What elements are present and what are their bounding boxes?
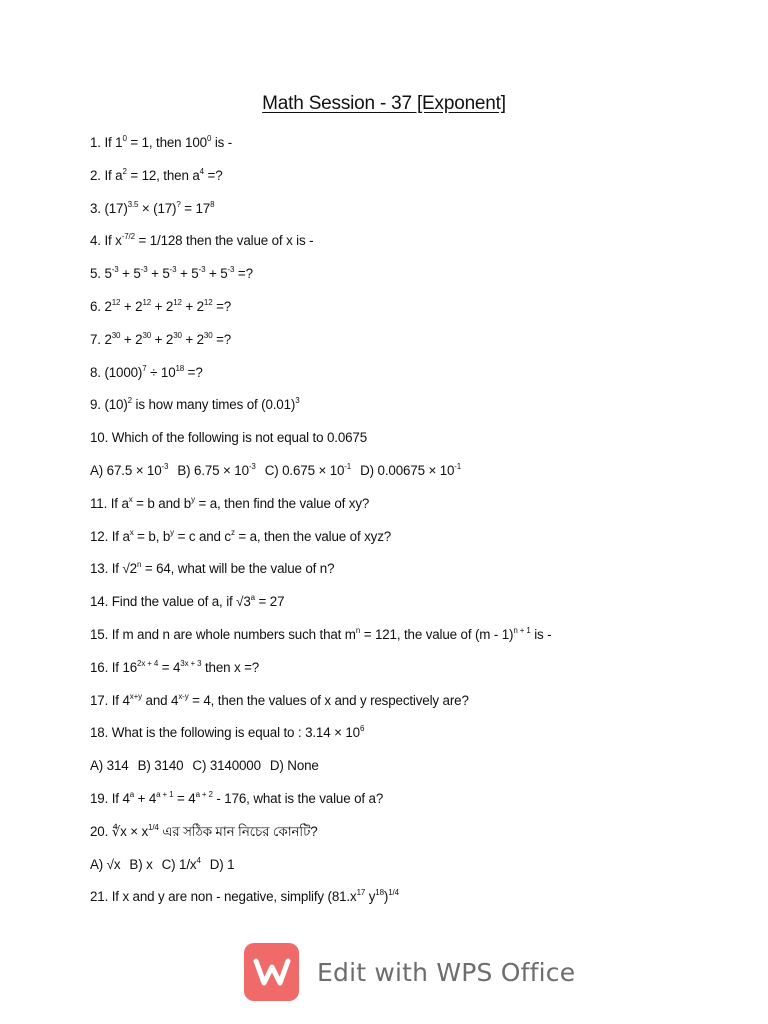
question-text: = 1, then 100 [126,135,207,150]
exponent: 3.5 [127,199,139,209]
question-text: 13. If √2 [90,561,137,577]
question-text: B) 3140 [137,758,184,774]
exponent: -3 [198,265,206,275]
question-text: 14. Find the value of a, if √3 [90,594,251,610]
question-line [90,494,730,527]
question-text: =? [203,167,223,183]
question-text: 7. 2 [90,331,112,347]
question-text: 8. (1000) [90,364,143,380]
question-text: 4. If x [90,233,122,249]
exponent: n + 1 [513,625,531,635]
question-text: B) 6.75 × 10 [177,462,249,478]
question-text: D) 1 [209,856,235,872]
exponent: a + 1 [156,789,174,799]
question-text: 3. (17) [90,200,128,216]
question-line [90,887,730,920]
question-text: is - [211,135,233,150]
exponent: 1/4 [388,888,399,898]
question-text: + 5 [176,266,199,282]
question-text: = 4 [173,790,196,806]
question-text: + 5 [118,266,141,282]
question-text: = 4 [158,659,181,675]
question-text: × (17) [138,200,177,216]
exponent: 12 [111,297,121,307]
question-text: = 17 [180,200,211,216]
question-text: = 12, then a [126,167,200,183]
question-line [90,625,730,658]
exponent: ? [176,199,181,209]
question-text: =? [234,266,253,282]
exponent: 30 [203,330,213,340]
exponent: z [230,527,235,537]
exponent: a + 2 [195,789,213,799]
question-text: C) 3140000 [192,758,261,774]
question-text: A) 67.5 × 10 [90,462,162,478]
exponent: -7/2 [121,232,135,242]
exponent: -3 [248,461,256,471]
question-line [90,461,730,494]
exponent: -3 [227,265,235,275]
exponent: -3 [169,265,177,275]
question-text: 16. If 16 [90,659,138,675]
exponent: 18 [175,363,185,373]
question-line [90,428,730,461]
wps-w-glyph-icon [252,955,292,989]
exponent: x+y [129,691,142,701]
question-text: + 2 [181,331,204,347]
exponent: 0 [122,134,127,143]
question-text: = a, then the value of xyz? [234,528,392,544]
question-text: 6. 2 [90,298,112,314]
question-line [90,658,730,691]
question-text: = 27 [254,594,285,610]
question-text: + 5 [205,266,228,282]
exponent: 0 [206,134,212,143]
exponent: n [355,625,361,635]
question-line [90,133,730,166]
exponent: x [128,494,133,504]
exponent: -1 [344,461,352,471]
question-text: D) 0.00675 × 10 [360,462,455,478]
exponent: a [129,789,135,799]
question-line [90,559,730,592]
question-text: - 176, what is the value of a? [212,790,384,806]
question-text: = 121, the value of (m - 1) [360,626,514,642]
question-text: =? [212,298,232,314]
question-text: and 4 [141,692,179,708]
question-line [90,691,730,724]
question-text: + 2 [120,331,143,347]
wps-edit-label[interactable]: Edit with WPS Office [317,957,576,987]
question-text: =? [184,364,203,380]
question-text: 1. If 1 [90,135,123,150]
exponent: 1/4 [148,822,159,832]
document-title: Math Session - 37 [Exponent] [262,93,506,114]
wps-logo-icon[interactable] [244,943,299,1001]
question-text: এর সঠিক মান নিচের কোনটি? [158,823,318,839]
exponent: x [129,527,134,537]
exponent: 4 [199,166,204,176]
question-line [90,264,730,297]
exponent: -1 [454,461,462,471]
question-line [90,199,730,232]
question-list [90,133,730,920]
exponent: x-y [178,691,189,701]
question-text: + 2 [181,298,204,314]
question-text: C) 0.675 × 10 [264,462,345,478]
question-line [90,363,730,396]
question-text: 2. If a [90,167,123,183]
exponent: -3 [111,265,119,275]
exponent: 3 [295,396,300,406]
question-text: y [365,889,376,905]
question-text: 15. If m and n are whole numbers such that m [90,626,356,642]
exponent: 12 [203,297,213,307]
question-line [90,723,730,756]
question-line [90,855,730,888]
wps-footer-banner[interactable] [244,942,575,1002]
exponent: 2 [127,396,132,406]
question-line [90,822,730,855]
question-text: A) 314 [90,758,129,774]
question-line [90,789,730,822]
exponent: 3x + 3 [180,658,202,668]
exponent: 30 [111,330,121,340]
exponent: y [170,527,175,537]
question-text: = b and b [132,495,192,511]
exponent: 2 [122,166,127,176]
question-text: 17. If 4 [90,692,130,708]
question-line [90,297,730,330]
exponent: 18 [375,888,384,898]
question-text: + 5 [147,266,170,282]
question-text: ) [383,889,389,905]
question-text: = 64, what will be the value of n? [141,561,335,577]
question-text: then x =? [201,659,260,675]
question-text: ÷ 10 [146,364,176,380]
exponent: -3 [161,461,169,471]
question-text: 19. If 4 [90,790,130,806]
question-text: B) x [129,856,153,872]
question-text: = a, then find the value of xy? [194,495,370,511]
exponent: 30 [173,330,182,340]
question-text: is how many times of (0.01) [131,397,296,413]
question-text: + 4 [134,790,157,806]
question-line [90,756,730,789]
question-text: 10. Which of the following is not equal to 0.0675 [90,430,368,446]
exponent: -3 [140,265,148,275]
exponent: n [136,560,142,570]
exponent: 30 [142,330,152,340]
question-text: A) √x [90,856,121,872]
question-line [90,395,730,428]
question-text: 18. What is the following is equal to : 3.14 × 10 [90,725,360,741]
question-text: + 2 [151,331,174,347]
exponent: 6 [359,724,365,734]
question-text: 21. If x and y are non - negative, simplify (81.x [90,889,357,905]
exponent: 2x + 4 [137,658,159,668]
question-line [90,231,730,264]
question-line [90,166,730,199]
exponent: 7 [142,363,147,373]
exponent: 12 [142,297,152,307]
question-text: 5. 5 [90,266,112,282]
question-text: + 2 [120,298,143,314]
question-text: C) 1/x [161,856,197,872]
question-text: = c and c [174,528,231,544]
question-text: = b, b [133,528,171,544]
exponent: 17 [356,888,366,898]
exponent: a [250,593,255,603]
question-text: 9. (10) [90,397,128,413]
question-text: 20. ∜x × x [90,823,149,839]
question-text: = 4, then the values of x and y respectively are? [188,692,469,708]
exponent: 4 [196,855,201,865]
exponent: 8 [210,199,215,209]
question-text: =? [212,331,232,347]
exponent: 12 [173,297,182,307]
question-text: = 1/128 then the value of x is - [134,233,314,249]
question-text: is - [530,626,552,642]
question-line [90,592,730,625]
question-text: + 2 [151,298,174,314]
question-line [90,527,730,560]
question-text: 11. If a [90,495,129,511]
question-line [90,330,730,363]
exponent: y [191,494,195,504]
question-text: D) None [269,758,319,774]
question-text: 12. If a [90,528,130,544]
